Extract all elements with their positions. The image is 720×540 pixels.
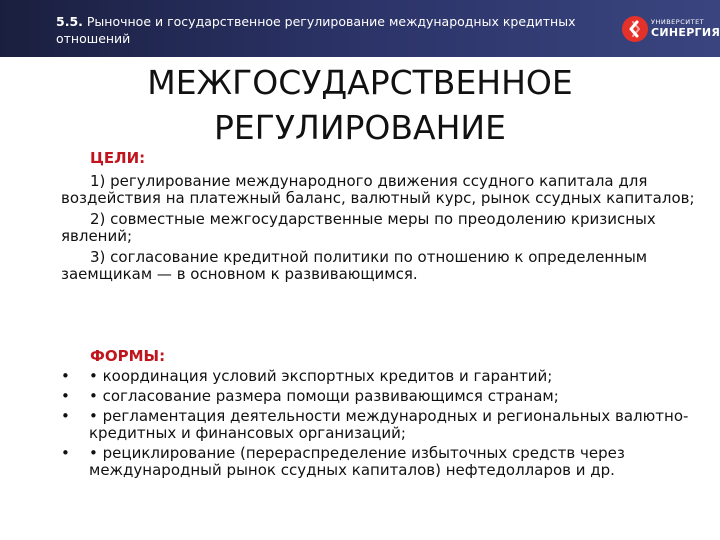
section-number: 5.5. <box>56 14 83 29</box>
slide-title-line-2: РЕГУЛИРОВАНИЕ <box>214 108 506 147</box>
forms-label: ФОРМЫ: <box>90 347 166 365</box>
slide-title-line-1: МЕЖГОСУДАРСТВЕННОЕ <box>147 63 573 102</box>
synergy-logo-icon <box>622 16 648 42</box>
bullet-icon: • <box>61 367 70 385</box>
slide-title <box>100 60 620 150</box>
list-item <box>61 445 701 479</box>
list-item <box>61 408 701 442</box>
goal-item: 1) регулирование международного движения ссудного капитала для воздействия на платежный баланс, валютный курс, рынок ссудных капиталов; <box>61 172 695 207</box>
logo-wordmark: СИНЕРГИЯ <box>651 26 720 39</box>
goal-item: 3) согласование кредитной политики по отношению к определенным заемщикам — в основном к развивающимся. <box>61 248 648 283</box>
forms-list <box>61 368 701 482</box>
goals-label: ЦЕЛИ: <box>90 149 146 167</box>
goal-item: 2) совместные межгосударственные меры по преодолению кризисных явлений; <box>61 210 656 245</box>
list-item <box>61 368 701 385</box>
form-item-text: • регламентация деятельности международных и региональных валютно-кредитных и финансовых организаций; <box>89 407 689 442</box>
section-heading <box>56 13 586 47</box>
goals-list <box>61 173 701 283</box>
form-item-text: • согласование размера помощи развивающимся странам; <box>89 387 559 405</box>
bullet-icon: • <box>61 407 70 425</box>
bullet-icon: • <box>61 444 70 462</box>
bullet-icon: • <box>61 387 70 405</box>
form-item-text: • координация условий экспортных кредитов и гарантий; <box>89 367 553 385</box>
slide-header <box>0 0 720 57</box>
logo-caption: УНИВЕРСИТЕТ <box>651 18 705 26</box>
list-item <box>61 388 701 405</box>
section-title: Рыночное и государственное регулирование международных кредитных отношений <box>56 14 576 46</box>
form-item-text: • рециклирование (перераспределение избыточных средств через международный рынок ссудных капиталов) нефтедолларов и др. <box>89 444 625 479</box>
university-logo <box>622 16 720 42</box>
